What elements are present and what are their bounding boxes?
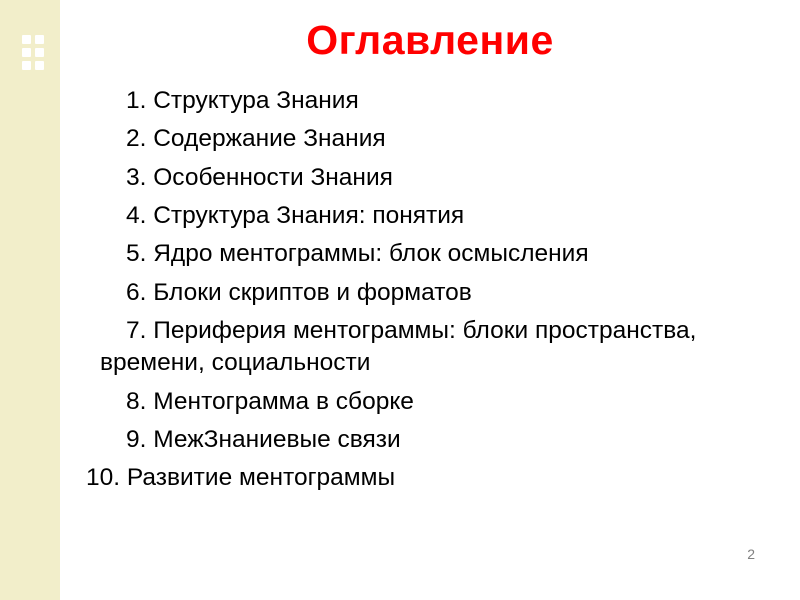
- dot-icon: [35, 48, 44, 57]
- dot-icon: [22, 61, 31, 70]
- list-item: 2. Содержание Знания: [126, 125, 386, 153]
- list-item: 9. МежЗнаниевые связи: [126, 425, 401, 453]
- list-item: 4. Структура Знания: понятия: [126, 201, 465, 229]
- list-item: 8. Ментограмма в сборке: [126, 387, 414, 415]
- list-item: 10. Развитие ментограммы: [86, 464, 396, 492]
- list-item: 3. Особенности Знания: [126, 163, 393, 191]
- list-item: 1. Структура Знания: [126, 87, 359, 114]
- list-item: 6. Блоки скриптов и форматов: [126, 278, 472, 306]
- page-number: 2: [747, 546, 755, 562]
- table-of-contents-list: [86, 85, 720, 501]
- slide-title: Оглавление: [306, 17, 554, 63]
- dot-grid-decoration: [22, 35, 52, 77]
- list-item: 7. Периферия ментограммы: блоки пространства, времени, социальности: [100, 316, 697, 377]
- dot-icon: [22, 35, 31, 44]
- band-divider: [60, 0, 63, 600]
- dot-icon: [35, 61, 44, 70]
- left-decorative-band: [0, 0, 60, 600]
- dot-icon: [35, 35, 44, 44]
- dot-icon: [22, 48, 31, 57]
- list-item: 5. Ядро ментограммы: блок осмысления: [126, 240, 589, 268]
